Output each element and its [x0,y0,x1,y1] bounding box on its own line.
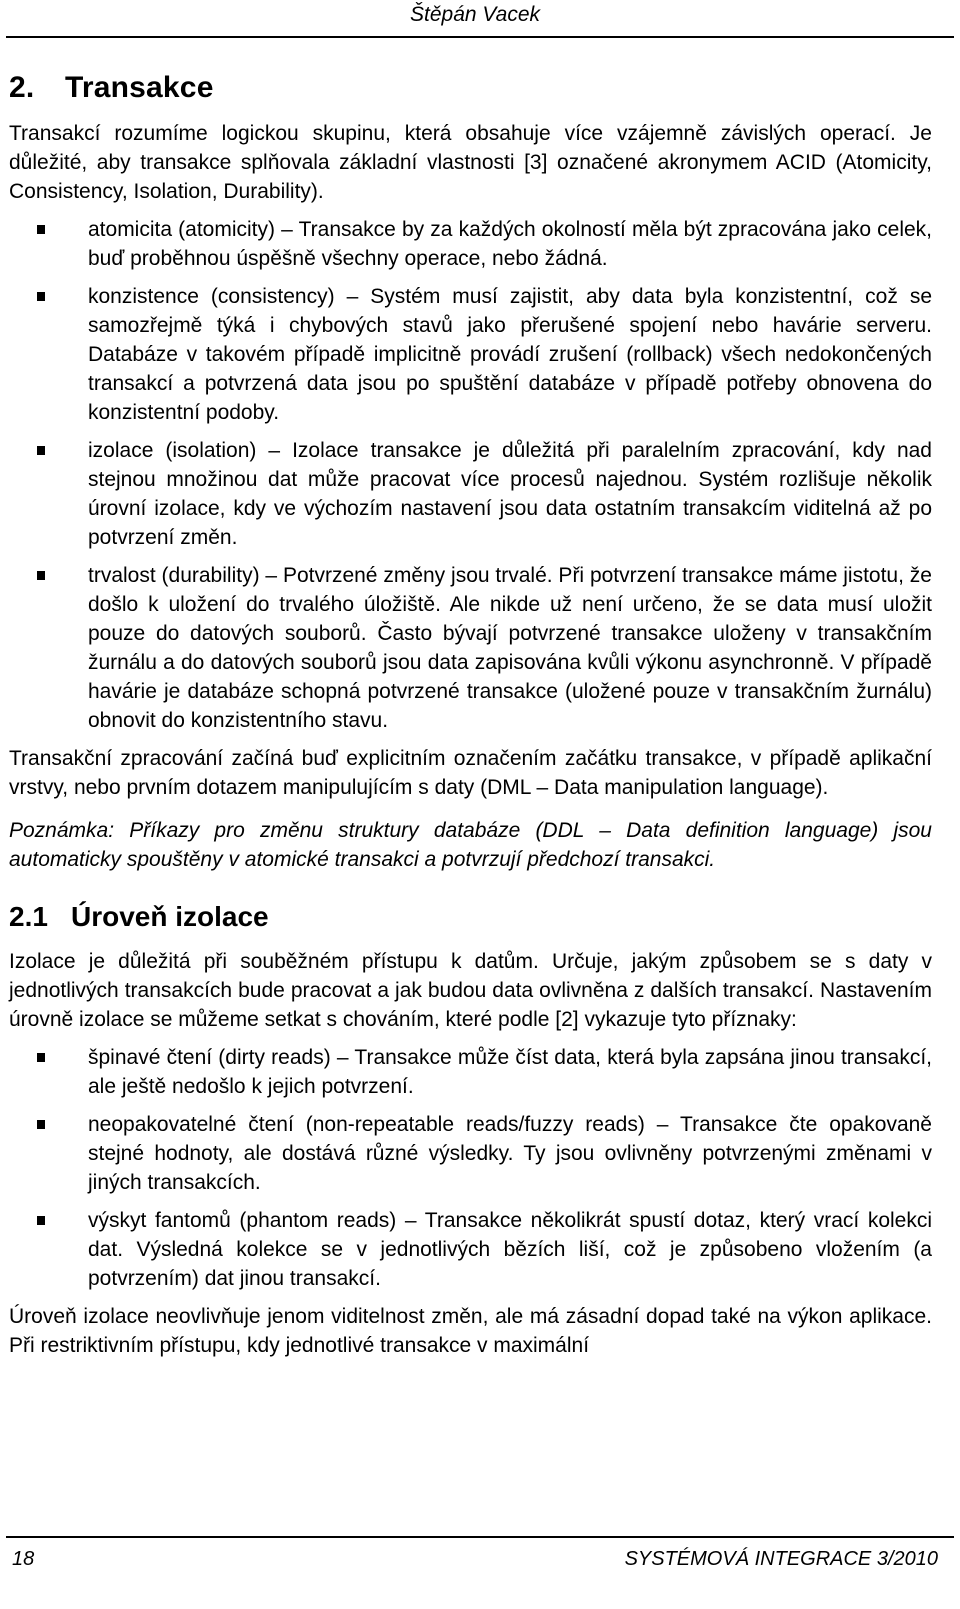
section-intro-paragraph: Transakcí rozumíme logickou skupinu, která obsahuje více vzájemně závislých operací. Je důležité, aby transakce splňovala základní vlastnosti [3] označené akronymem ACID (Atomicity, Consistency, Isolation, Durability). [9,122,932,203]
list-item-non-repeatable-reads [9,1110,932,1197]
acid-list [9,215,932,735]
square-bullet-icon [37,1053,45,1062]
square-bullet-icon [37,446,45,455]
transaction-processing-paragraph: Transakční zpracování začíná buď explicitním označením začátku transakce, v případě aplikační vrstvy, nebo prvním dotazem manipulujícím s daty (DML – Data manipulation language). [9,747,932,799]
list-item-term: izolace (isolation) [88,439,257,462]
note-paragraph: Poznámka: Příkazy pro změnu struktury databáze (DDL – Data definition language) jsou automaticky spouštěny v atomické transakci a potvrzují předchozí transakci. [9,819,932,871]
list-item-atomicity [9,215,932,273]
subsection-intro-paragraph: Izolace je důležitá při souběžném přístupu k datům. Určuje, jakým způsobem se s daty v jednotlivých transakcích bude pracovat a jak budou data ovlivněna z dalších transakcí. Nastavením úrovně izolace se můžeme setkat s chováním, které podle [2] vykazuje tyto příznaky: [9,950,932,1031]
square-bullet-icon [37,292,45,301]
list-item-text: Transakce by za každých okolností měla být zpracována jako celek, buď proběhnou úspěšně všechny operace, nebo žádná. [88,218,933,270]
page-content [9,66,932,1369]
list-item-term: trvalost (durability) [88,564,260,587]
list-item-phantom-reads [9,1206,932,1293]
list-item-dash: – [275,218,299,241]
list-item-term: špinavé čtení (dirty reads) [88,1046,331,1069]
list-item-dash: – [396,1209,425,1232]
subsection-number: 2.1 [9,901,48,932]
list-item-isolation [9,436,932,552]
list-item-dirty-reads [9,1043,932,1101]
list-item-text: Transakce několikrát spustí dotaz, který vrací kolekci dat. Výsledná kolekce se v jednotlivých bězích liší, což je způsobeno vložením (a potvrzením) dat jinou transakcí. [88,1209,933,1290]
subsection-title: Úroveň izolace [71,901,269,932]
phenomena-list [9,1043,932,1293]
list-item-term: atomicita (atomicity) [88,218,276,241]
list-item-term: výskyt fantomů (phantom reads) [88,1209,397,1232]
section-heading [9,66,932,110]
list-item-text: Transakce může číst data, která byla zapsána jinou transakcí, ale ještě nedošlo k jejich potvrzení. [88,1046,932,1098]
square-bullet-icon [37,225,45,234]
list-item-dash: – [259,564,283,587]
list-item-consistency [9,282,932,427]
list-item-text: Systém musí zajistit, aby data byla konzistentní, což se samozřejmě týká i chybových stavů jako přerušené spojení nebo havárie serveru. Databáze v takovém případě implicitně provádí zrušení (rollback) všech nedokončených transakcí a potvrzená data jsou po spuštění databáze v případě potřeby obnovena do konzistentní podoby. [88,285,933,424]
header-rule [6,36,954,38]
list-item-dash: – [330,1046,355,1069]
subsection-heading [9,896,932,938]
closing-paragraph: Úroveň izolace neovlivňuje jenom viditelnost změn, ale má zásadní dopad také na výkon aplikace. Při restriktivním přístupu, kdy jednotlivé transakce v maximální [9,1305,932,1357]
list-item-dash: – [256,439,293,462]
section-number: 2. [9,71,35,104]
list-item-term: konzistence (consistency) [88,285,335,308]
footer-page-number: 18 [12,1548,35,1570]
square-bullet-icon [37,571,45,580]
square-bullet-icon [37,1216,45,1225]
footer-rule [6,1536,954,1538]
list-item-text: Potvrzené změny jsou trvalé. Při potvrzení transakce máme jistotu, že došlo k uložení do trvalého úložiště. Ale nikde už není určeno, že se data musí uložit pouze do datových souborů. Často bývají potvrzené transakce uloženy v transakčním žurnálu a do datových souborů jsou data zapisována kvůli výkonu asynchronně. V případě havárie je databáze schopná potvrzené transakce (uložené pouze v transakčním žurnálu) obnovit do konzistentního stavu. [88,564,932,732]
list-item-durability [9,561,932,735]
footer-journal-title: SYSTÉMOVÁ INTEGRACE 3/2010 [624,1548,938,1570]
list-item-dash: – [644,1113,681,1136]
section-title: Transakce [65,71,214,104]
square-bullet-icon [37,1120,45,1129]
list-item-text: Izolace transakce je důležitá při paralelním zpracování, kdy nad stejnou množinou dat může pracovat více procesů najednou. Systém rozlišuje několik úrovní izolace, kdy ve výchozím nastavení jsou data ostatním transakcím viditelná až po potvrzení změn. [88,439,932,549]
list-item-term: neopakovatelné čtení (non-repeatable reads/fuzzy reads) [88,1113,645,1136]
list-item-text: Transakce čte opakovaně stejné hodnoty, ale dostává různé výsledky. Ty jsou ovlivněny potvrzenými změnami v jiných transakcích. [88,1113,932,1194]
running-header-author: Štěpán Vacek [410,3,540,26]
list-item-dash: – [334,285,371,308]
